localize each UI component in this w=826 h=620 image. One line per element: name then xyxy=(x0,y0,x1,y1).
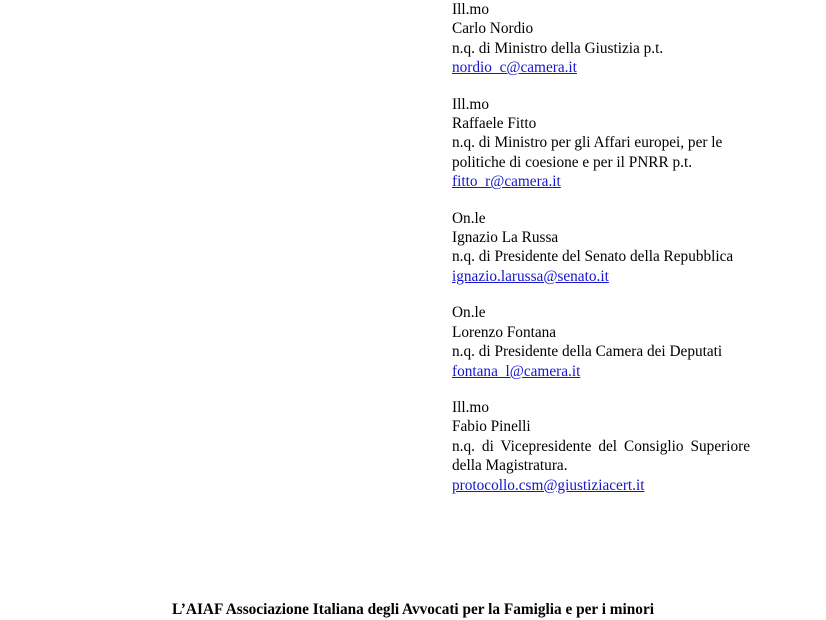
addressee-role: n.q. di Vicepresidente del Consiglio Superiore della Magistratura. xyxy=(452,437,754,475)
addressee-role: n.q. di Presidente del Senato della Repubblica xyxy=(452,248,734,266)
addressee-role: n.q. di Ministro della Giustizia p.t. xyxy=(452,39,664,57)
addressee-email-link[interactable]: fontana_l@camera.it xyxy=(452,362,581,380)
addressee-email-link[interactable]: protocollo.csm@giustiziacert.it xyxy=(452,476,645,494)
page-footer: L’AIAF Associazione Italiana degli Avvocati per la Famiglia e per i minori xyxy=(172,601,654,618)
addressee-email-link[interactable]: nordio_c@camera.it xyxy=(452,59,577,77)
addressee-name: Carlo Nordio xyxy=(452,20,534,38)
addressee-name: Lorenzo Fontana xyxy=(452,323,557,341)
addressee-name: Fabio Pinelli xyxy=(452,418,531,436)
addressee-block xyxy=(452,0,750,78)
addressee-name: Raffaele Fitto xyxy=(452,115,537,133)
addressee-email-link[interactable]: ignazio.larussa@senato.it xyxy=(452,267,609,285)
addressee-honorific: Ill.mo xyxy=(452,398,489,416)
addressee-honorific: On.le xyxy=(452,304,486,322)
addressee-role: n.q. di Presidente della Camera dei Deputati xyxy=(452,343,723,361)
addressee-honorific: Ill.mo xyxy=(452,95,489,113)
addressee-email-link[interactable]: fitto_r@camera.it xyxy=(452,173,561,191)
addressee-honorific: Ill.mo xyxy=(452,1,489,18)
addressee-block xyxy=(452,209,750,287)
addressee-list xyxy=(452,0,754,512)
addressee-block xyxy=(452,303,750,381)
addressee-honorific: On.le xyxy=(452,209,486,227)
addressee-role: n.q. di Ministro per gli Affari europei, per le politiche di coesione e per il PNRR p.t. xyxy=(452,134,727,171)
addressee-block xyxy=(452,398,754,495)
addressee-block xyxy=(452,95,750,192)
addressee-name: Ignazio La Russa xyxy=(452,229,559,247)
